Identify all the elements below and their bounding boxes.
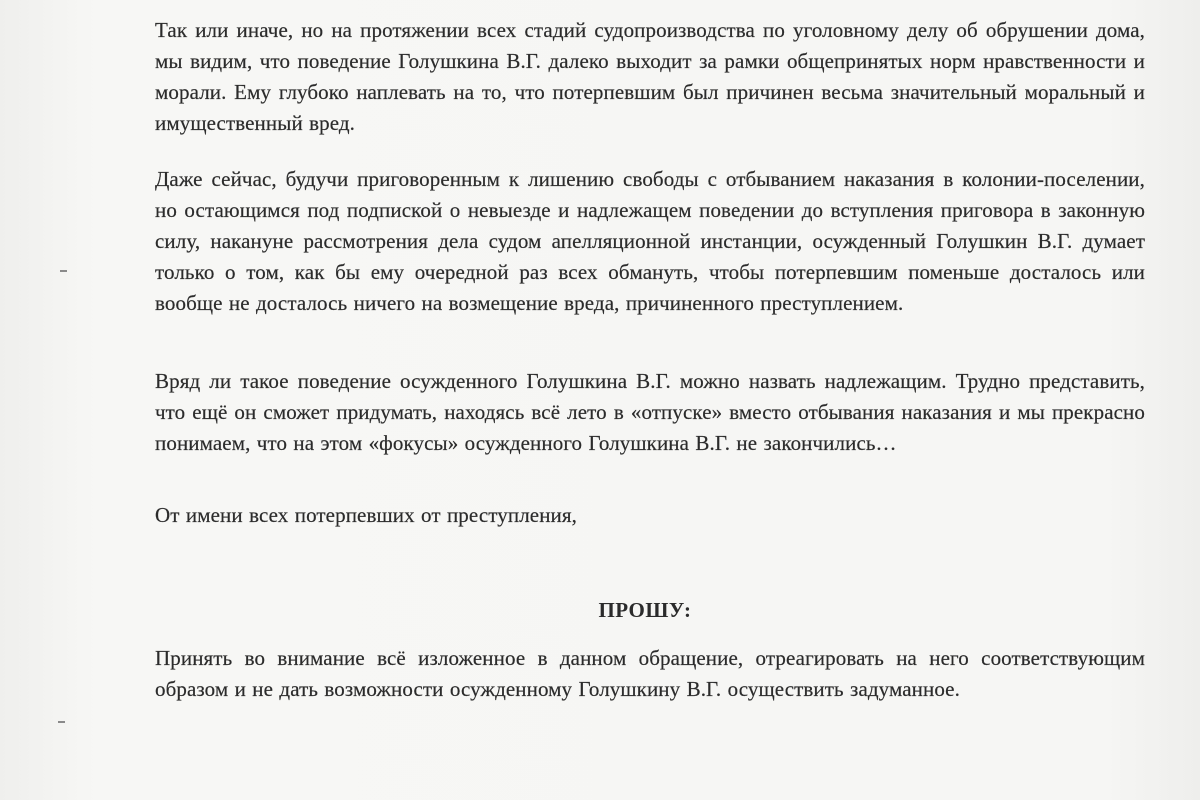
paragraph-signatories: От имени всех потерпевших от преступления, — [155, 503, 578, 527]
paragraph-request: Принять во внимание всё изложенное в данном обращение, отреагировать на него соответствующим образом и не дать возможности осужденному Голушкину В.Г. осуществить задуманное. — [155, 646, 1145, 701]
request-heading: ПРОШУ: — [598, 598, 692, 622]
paragraph-behavior: Так или иначе, но на протяжении всех стадий судопроизводства по уголовному делу об обрушении дома, мы видим, что поведение Голушкина В.Г. далеко выходит за рамки общепринятых норм нравственности и морали. Ему глубоко наплевать на то, что потерпевшим был причинен весьма значительный моральный и имущественный вред. — [155, 18, 1145, 135]
paragraph-conduct: Вряд ли такое поведение осужденного Голушкина В.Г. можно назвать надлежащим. Трудно представить, что ещё он сможет придумать, находясь всё лето в «отпуске» вместо отбывания наказания и мы прекрасно понимаем, что на этом «фокусы» осужденного Голушкина В.Г. не закончились… — [155, 369, 1145, 455]
margin-scan-mark — [60, 270, 67, 272]
paragraph-sentence: Даже сейчас, будучи приговоренным к лишению свободы с отбыванием наказания в колонии-поселении, но остающимся под подпиской о невыезде и надлежащем поведении до вступления приговора в законную силу, накануне рассмотрения дела судом апелляционной инстанции, осужденный Голушкин В.Г. думает только о том, как бы ему очередной раз всех обмануть, чтобы потерпевшим поменьше досталось или вообще не досталось ничего на возмещение вреда, причиненного преступлением. — [155, 167, 1145, 315]
margin-scan-mark — [58, 721, 65, 723]
